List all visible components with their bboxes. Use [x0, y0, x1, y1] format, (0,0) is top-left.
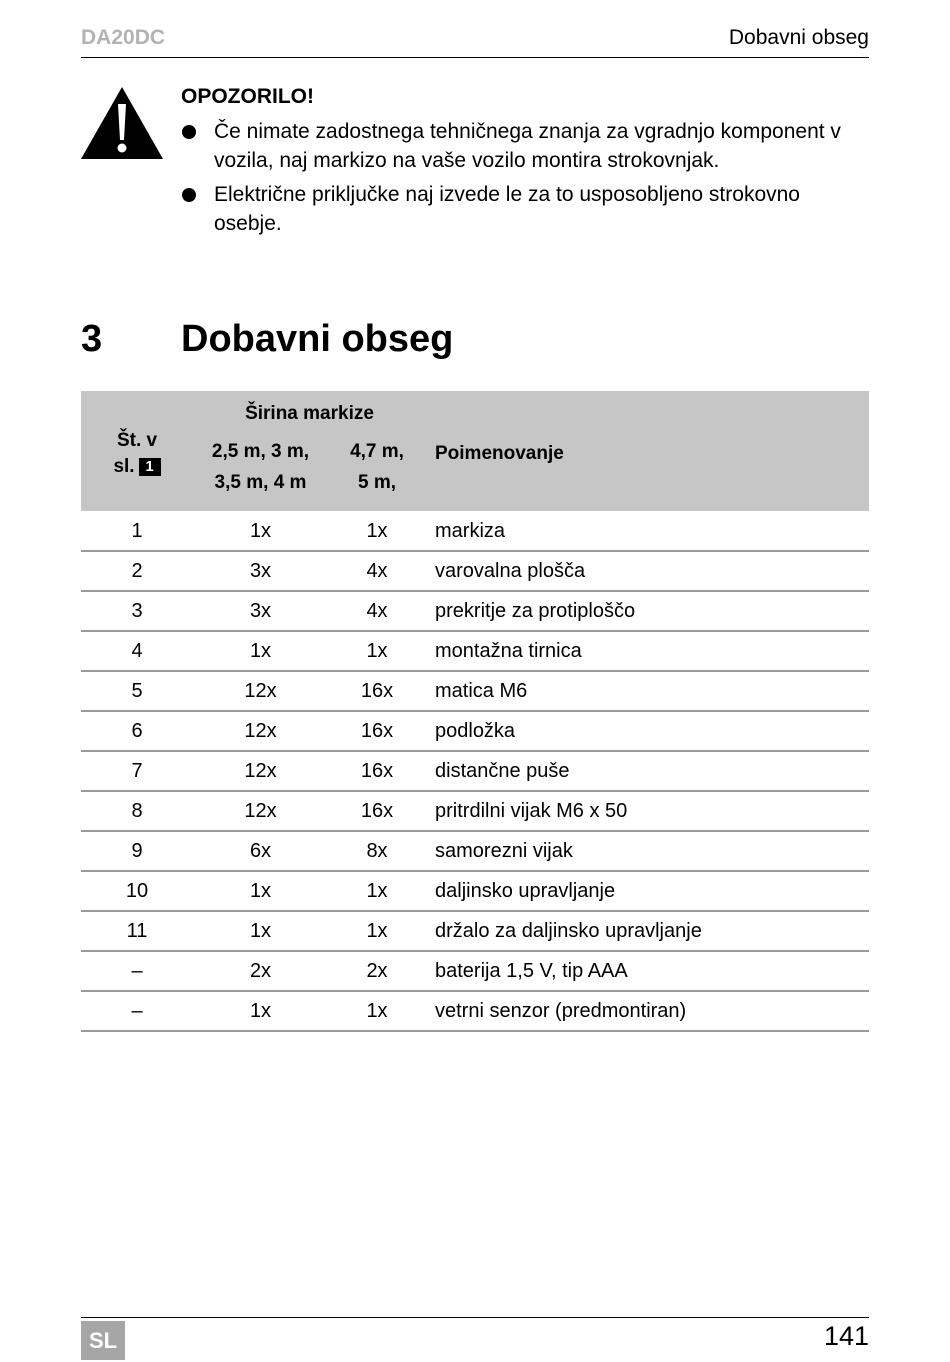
- cell-qty-width-a: 12x: [193, 671, 328, 711]
- table-row: [81, 631, 869, 671]
- cell-name: baterija 1,5 V, tip AAA: [426, 951, 869, 991]
- cell-qty-width-b: 1x: [328, 911, 426, 951]
- cell-qty-width-b: 1x: [328, 991, 426, 1031]
- cell-number: 6: [81, 711, 193, 751]
- cell-qty-width-b: 2x: [328, 951, 426, 991]
- warning-triangle-icon: [81, 87, 163, 159]
- warning-item: [181, 180, 871, 238]
- warning-item-text: Če nimate zadostnega tehničnega znanja za vgradnjo komponent v vozila, naj markizo na vaše vozilo montira strokovnjak.: [214, 120, 841, 172]
- page-number: 141: [823, 1321, 869, 1351]
- cell-number: 11: [81, 911, 193, 951]
- cell-name: distančne puše: [426, 751, 869, 791]
- cell-name: vetrni senzor (predmontiran): [426, 991, 869, 1031]
- language-badge: SL: [81, 1321, 125, 1360]
- cell-qty-width-b: 16x: [328, 791, 426, 831]
- cell-name: varovalna plošča: [426, 551, 869, 591]
- cell-number: 7: [81, 751, 193, 791]
- cell-qty-width-a: 12x: [193, 791, 328, 831]
- warning-item: [181, 117, 871, 175]
- cell-number: 5: [81, 671, 193, 711]
- cell-qty-width-b: 1x: [328, 871, 426, 911]
- cell-qty-width-b: 4x: [328, 551, 426, 591]
- col-header-width-b: 4,7 m, 5 m,: [328, 431, 426, 511]
- table-row: [81, 711, 869, 751]
- cell-number: 10: [81, 871, 193, 911]
- figure-ref-badge: 1: [139, 458, 161, 476]
- table-row: [81, 551, 869, 591]
- table-row: [81, 511, 869, 551]
- cell-qty-width-a: 6x: [193, 831, 328, 871]
- cell-number: 8: [81, 791, 193, 831]
- table-row: [81, 871, 869, 911]
- cell-qty-width-b: 16x: [328, 751, 426, 791]
- cell-number: 2: [81, 551, 193, 591]
- table-row: [81, 751, 869, 791]
- cell-number: –: [81, 991, 193, 1031]
- cell-qty-width-a: 1x: [193, 511, 328, 551]
- cell-qty-width-b: 4x: [328, 591, 426, 631]
- warning-item-text: Električne priključke naj izvede le za to usposobljeno strokovno osebje.: [214, 183, 800, 235]
- cell-qty-width-a: 3x: [193, 551, 328, 591]
- model-name: DA20DC: [81, 26, 166, 49]
- cell-qty-width-a: 1x: [193, 911, 328, 951]
- section-title: Dobavni obseg: [728, 26, 869, 49]
- cell-qty-width-a: 1x: [193, 631, 328, 671]
- delivery-scope-table: [81, 391, 869, 1032]
- cell-name: montažna tirnica: [426, 631, 869, 671]
- cell-qty-width-b: 16x: [328, 711, 426, 751]
- bullet-icon: [182, 188, 196, 202]
- warning-list: [181, 117, 871, 243]
- cell-qty-width-a: 2x: [193, 951, 328, 991]
- table-row: [81, 591, 869, 631]
- table-row: [81, 911, 869, 951]
- chapter-number: 3: [81, 318, 103, 360]
- table-body: [81, 511, 869, 1031]
- chapter-title: Dobavni obseg: [181, 318, 454, 360]
- cell-qty-width-b: 8x: [328, 831, 426, 871]
- col-header-number: Št. v sl. 1: [81, 391, 193, 511]
- bullet-icon: [182, 125, 196, 139]
- cell-qty-width-a: 12x: [193, 711, 328, 751]
- cell-number: 3: [81, 591, 193, 631]
- col-header-width-a: 2,5 m, 3 m, 3,5 m, 4 m: [193, 431, 328, 511]
- cell-qty-width-a: 12x: [193, 751, 328, 791]
- table-row: [81, 831, 869, 871]
- cell-name: markiza: [426, 511, 869, 551]
- cell-number: –: [81, 951, 193, 991]
- cell-qty-width-b: 1x: [328, 631, 426, 671]
- cell-qty-width-a: 1x: [193, 991, 328, 1031]
- cell-name: matica M6: [426, 671, 869, 711]
- page-footer: [81, 1317, 869, 1359]
- cell-number: 9: [81, 831, 193, 871]
- cell-name: podložka: [426, 711, 869, 751]
- cell-qty-width-b: 1x: [328, 511, 426, 551]
- cell-name: samorezni vijak: [426, 831, 869, 871]
- cell-qty-width-a: 3x: [193, 591, 328, 631]
- cell-number: 4: [81, 631, 193, 671]
- table-row: [81, 671, 869, 711]
- cell-name: pritrdilni vijak M6 x 50: [426, 791, 869, 831]
- warning-title: OPOZORILO!: [181, 85, 314, 108]
- col-header-width-group: Širina markize: [193, 391, 426, 431]
- table-row: [81, 951, 869, 991]
- page-header: [81, 24, 869, 58]
- col-header-name: Poimenovanje: [426, 391, 869, 511]
- cell-qty-width-a: 1x: [193, 871, 328, 911]
- cell-name: daljinsko upravljanje: [426, 871, 869, 911]
- table-row: [81, 791, 869, 831]
- cell-name: držalo za daljinsko upravljanje: [426, 911, 869, 951]
- cell-number: 1: [81, 511, 193, 551]
- table-row: [81, 991, 869, 1031]
- cell-qty-width-b: 16x: [328, 671, 426, 711]
- cell-name: prekritje za protiploščo: [426, 591, 869, 631]
